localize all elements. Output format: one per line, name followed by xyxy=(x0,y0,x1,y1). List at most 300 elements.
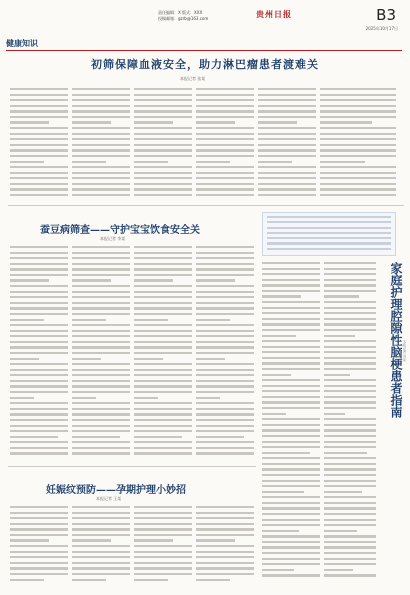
text-line xyxy=(320,144,396,146)
article3-column xyxy=(72,506,130,586)
text-line xyxy=(258,121,297,123)
text-line xyxy=(262,441,320,443)
text-line xyxy=(324,401,376,403)
text-line xyxy=(72,155,130,157)
text-line xyxy=(196,330,254,332)
text-line xyxy=(72,268,130,270)
text-line xyxy=(196,138,254,140)
text-line xyxy=(196,194,254,196)
text-line xyxy=(320,88,396,90)
text-line xyxy=(134,149,192,151)
text-line xyxy=(72,363,130,365)
text-line xyxy=(267,242,391,244)
text-line xyxy=(267,227,391,229)
text-line xyxy=(72,452,130,454)
text-line xyxy=(262,407,320,409)
text-line xyxy=(196,352,254,354)
text-line xyxy=(320,194,396,196)
article3-column xyxy=(196,506,254,586)
text-line xyxy=(134,307,192,309)
text-line xyxy=(196,551,254,553)
text-line xyxy=(134,436,182,438)
article3-column xyxy=(10,506,68,586)
text-line xyxy=(72,528,130,530)
text-line xyxy=(134,441,192,443)
text-line xyxy=(72,307,130,309)
text-line xyxy=(134,172,192,174)
text-line xyxy=(324,301,376,303)
text-line xyxy=(10,246,68,248)
text-line xyxy=(10,528,68,530)
text-line xyxy=(196,391,254,393)
text-line xyxy=(10,296,68,298)
text-line xyxy=(10,172,68,174)
text-line xyxy=(134,341,192,343)
text-line xyxy=(324,396,376,398)
text-line xyxy=(262,396,320,398)
text-line xyxy=(10,252,68,254)
text-line xyxy=(72,551,130,553)
text-line xyxy=(324,295,359,297)
text-line xyxy=(10,506,68,508)
text-line xyxy=(72,285,130,287)
article4-column xyxy=(324,262,376,584)
text-line xyxy=(10,408,68,410)
text-line xyxy=(262,329,320,331)
text-line xyxy=(324,357,376,359)
text-line xyxy=(324,463,376,465)
text-line xyxy=(196,397,220,399)
text-line xyxy=(134,324,192,326)
text-line xyxy=(134,397,158,399)
text-line xyxy=(196,274,254,276)
text-line xyxy=(134,188,192,190)
text-line xyxy=(262,546,320,548)
text-line xyxy=(324,569,353,571)
text-line xyxy=(10,385,68,387)
text-line xyxy=(324,457,376,459)
text-line xyxy=(262,569,294,571)
text-line xyxy=(134,194,192,196)
article2-column xyxy=(196,246,254,462)
text-line xyxy=(196,545,254,547)
text-line xyxy=(324,368,376,370)
text-line xyxy=(196,268,254,270)
text-line xyxy=(10,105,68,107)
text-line xyxy=(72,330,130,332)
text-line xyxy=(72,512,130,514)
article1-column xyxy=(258,88,316,200)
text-line xyxy=(320,99,396,101)
text-line xyxy=(10,512,68,514)
text-line xyxy=(262,279,320,281)
text-line xyxy=(10,441,68,443)
text-line xyxy=(262,351,320,353)
text-line xyxy=(134,363,192,365)
text-line xyxy=(262,513,320,515)
article2-title: 蚕豆病筛查——守护宝宝饮食安全关 xyxy=(40,225,200,236)
text-line xyxy=(320,177,396,179)
text-line xyxy=(196,144,254,146)
header-meta xyxy=(158,10,208,21)
text-line xyxy=(134,177,192,179)
text-line xyxy=(196,279,235,281)
text-line xyxy=(324,468,376,470)
text-line xyxy=(320,116,396,118)
text-line xyxy=(134,413,192,415)
text-line xyxy=(258,144,316,146)
text-line xyxy=(196,430,254,432)
text-line xyxy=(267,216,391,218)
text-line xyxy=(10,346,68,348)
text-line xyxy=(258,194,316,196)
text-line xyxy=(134,133,192,135)
text-line xyxy=(262,574,320,576)
text-line xyxy=(262,385,320,387)
article1-column xyxy=(10,88,68,200)
text-line xyxy=(134,512,192,514)
text-line xyxy=(72,358,101,360)
text-line xyxy=(10,94,68,96)
text-line xyxy=(72,556,130,558)
text-line xyxy=(134,408,192,410)
text-line xyxy=(324,474,376,476)
text-line xyxy=(134,335,192,337)
text-line xyxy=(324,312,376,314)
paper-logo: 贵州日报 xyxy=(256,9,292,19)
text-line xyxy=(324,374,350,376)
text-line xyxy=(258,149,316,151)
text-line xyxy=(324,385,376,387)
meta-line-2: 投稿邮箱：gzrb@163.com xyxy=(158,15,209,21)
text-line xyxy=(10,562,68,564)
text-line xyxy=(262,485,320,487)
text-line xyxy=(72,579,106,581)
text-line xyxy=(196,512,254,514)
text-line xyxy=(324,485,376,487)
text-line xyxy=(196,246,254,248)
text-line xyxy=(324,340,376,342)
text-line xyxy=(10,313,68,315)
text-line xyxy=(196,133,254,135)
text-line xyxy=(10,166,68,168)
text-line xyxy=(134,374,192,376)
text-line xyxy=(196,534,254,536)
text-line xyxy=(10,127,68,129)
text-line xyxy=(134,391,192,393)
text-line xyxy=(72,161,106,163)
text-line xyxy=(320,110,396,112)
text-line xyxy=(324,524,376,526)
text-line xyxy=(320,94,396,96)
text-line xyxy=(10,324,68,326)
text-line xyxy=(72,506,130,508)
text-line xyxy=(10,402,68,404)
text-line xyxy=(262,530,299,532)
text-line xyxy=(10,447,68,449)
text-line xyxy=(10,155,68,157)
text-line xyxy=(134,352,192,354)
text-line xyxy=(196,302,254,304)
text-line xyxy=(324,424,376,426)
text-line xyxy=(196,517,254,519)
text-line xyxy=(196,562,254,564)
text-line xyxy=(262,446,320,448)
text-line xyxy=(10,551,68,553)
text-line xyxy=(10,302,68,304)
text-line xyxy=(324,563,376,565)
text-line xyxy=(134,246,192,248)
text-line xyxy=(10,335,68,337)
text-line xyxy=(196,188,254,190)
text-line xyxy=(134,88,192,90)
text-line xyxy=(196,425,254,427)
text-line xyxy=(72,183,130,185)
issue-date: 2025年10月17日 xyxy=(365,26,398,31)
text-line xyxy=(134,138,192,140)
text-line xyxy=(10,279,49,281)
text-line xyxy=(10,319,44,321)
article2-byline: 本报记者 李某 xyxy=(100,236,126,241)
text-line xyxy=(324,446,376,448)
text-line xyxy=(72,177,130,179)
text-line xyxy=(196,341,254,343)
text-line xyxy=(258,166,316,168)
text-line xyxy=(262,424,320,426)
text-line xyxy=(258,99,316,101)
text-line xyxy=(134,268,192,270)
text-line xyxy=(134,430,192,432)
text-line xyxy=(134,279,173,281)
text-line xyxy=(134,545,192,547)
text-line xyxy=(324,507,376,509)
text-line xyxy=(196,374,254,376)
text-line xyxy=(72,172,130,174)
text-line xyxy=(258,177,316,179)
text-line xyxy=(196,263,254,265)
text-line xyxy=(320,127,396,129)
text-line xyxy=(258,155,316,157)
article2-column xyxy=(134,246,192,462)
text-line xyxy=(196,335,254,337)
text-line xyxy=(324,307,376,309)
text-line xyxy=(196,166,254,168)
text-line xyxy=(10,397,34,399)
text-line xyxy=(262,563,320,565)
article1-column xyxy=(320,88,396,200)
text-line xyxy=(258,161,292,163)
text-line xyxy=(196,573,254,575)
text-line xyxy=(72,539,111,541)
text-line xyxy=(10,330,68,332)
text-line xyxy=(72,313,130,315)
text-line xyxy=(134,313,192,315)
text-line xyxy=(72,419,130,421)
text-line xyxy=(72,341,130,343)
notice-text xyxy=(267,216,391,253)
text-line xyxy=(134,385,192,387)
text-line xyxy=(262,323,320,325)
text-line xyxy=(262,401,320,403)
text-line xyxy=(262,535,320,537)
text-line xyxy=(262,379,320,381)
text-line xyxy=(262,524,320,526)
text-line xyxy=(262,268,320,270)
text-line xyxy=(324,390,376,392)
text-line xyxy=(134,155,192,157)
text-line xyxy=(72,324,130,326)
text-line xyxy=(72,319,106,321)
text-line xyxy=(324,379,376,381)
text-line xyxy=(134,285,192,287)
text-line xyxy=(134,296,192,298)
text-line xyxy=(324,362,376,364)
text-line xyxy=(196,408,254,410)
text-line xyxy=(262,307,320,309)
text-line xyxy=(10,436,58,438)
text-line xyxy=(324,496,376,498)
text-line xyxy=(72,545,130,547)
meta-line-1: 责任编辑：X 版式：XXX xyxy=(158,10,203,15)
article1-byline: 本报记者 张某 xyxy=(180,76,206,81)
text-line xyxy=(262,318,320,320)
text-line xyxy=(10,352,68,354)
text-line xyxy=(196,528,254,530)
text-line xyxy=(196,385,254,387)
text-line xyxy=(134,252,192,254)
text-line xyxy=(72,335,130,337)
text-line xyxy=(72,94,130,96)
text-line xyxy=(262,273,320,275)
text-line xyxy=(72,352,130,354)
text-line xyxy=(134,402,192,404)
text-line xyxy=(196,447,254,449)
text-line xyxy=(196,252,254,254)
text-line xyxy=(72,380,130,382)
text-line xyxy=(320,188,396,190)
text-line xyxy=(72,194,130,196)
text-line xyxy=(262,340,320,342)
text-line xyxy=(262,262,320,264)
text-line xyxy=(10,149,68,151)
text-line xyxy=(258,116,316,118)
text-line xyxy=(262,463,320,465)
text-line xyxy=(262,362,320,364)
text-line xyxy=(72,517,130,519)
divider xyxy=(8,466,256,467)
text-line xyxy=(196,380,254,382)
text-line xyxy=(134,105,192,107)
text-line xyxy=(262,290,320,292)
text-line xyxy=(262,558,320,560)
text-line xyxy=(134,534,192,536)
text-line xyxy=(267,232,391,234)
text-line xyxy=(10,556,68,558)
article3-column xyxy=(134,506,192,586)
text-line xyxy=(324,351,376,353)
text-line xyxy=(262,491,304,493)
text-line xyxy=(10,413,68,415)
text-line xyxy=(196,177,254,179)
text-line xyxy=(134,346,192,348)
text-line xyxy=(72,121,111,123)
text-line xyxy=(196,296,254,298)
text-line xyxy=(72,567,130,569)
section-label: 健康知识 xyxy=(6,39,38,48)
text-line xyxy=(262,502,320,504)
text-line xyxy=(196,369,254,371)
text-line xyxy=(324,418,376,420)
text-line xyxy=(10,99,68,101)
text-line xyxy=(196,523,254,525)
text-line xyxy=(10,307,68,309)
text-line xyxy=(72,425,130,427)
text-line xyxy=(262,295,301,297)
text-line xyxy=(324,530,357,532)
text-line xyxy=(10,194,68,196)
text-line xyxy=(10,374,68,376)
text-line xyxy=(324,480,376,482)
article4-title: 家庭护理腔隙性脑梗患者指南 xyxy=(389,262,403,418)
text-line xyxy=(258,188,316,190)
text-line xyxy=(72,188,130,190)
text-line xyxy=(196,257,254,259)
article1-title: 初筛保障血液安全，助力淋巴瘤患者渡难关 xyxy=(91,58,319,71)
text-line xyxy=(267,221,391,223)
text-line xyxy=(134,94,192,96)
text-line xyxy=(324,268,376,270)
text-line xyxy=(134,302,192,304)
text-line xyxy=(196,99,254,101)
text-line xyxy=(196,579,230,581)
text-line xyxy=(134,330,192,332)
text-line xyxy=(10,291,68,293)
text-line xyxy=(134,291,192,293)
text-line xyxy=(196,149,254,151)
text-line xyxy=(196,105,254,107)
text-line xyxy=(262,418,320,420)
text-line xyxy=(324,435,376,437)
text-line xyxy=(324,290,376,292)
text-line xyxy=(324,273,376,275)
article1-column xyxy=(72,88,130,200)
text-line xyxy=(196,556,254,558)
text-line xyxy=(324,318,376,320)
text-line xyxy=(196,307,254,309)
text-line xyxy=(72,274,130,276)
text-line xyxy=(324,429,376,431)
text-line xyxy=(134,144,192,146)
text-line xyxy=(10,110,68,112)
text-line xyxy=(262,474,320,476)
text-line xyxy=(196,452,254,454)
text-line xyxy=(134,263,192,265)
text-line xyxy=(324,535,376,537)
text-line xyxy=(196,413,254,415)
article1-column xyxy=(196,88,254,200)
text-line xyxy=(134,452,192,454)
text-line xyxy=(196,127,254,129)
text-line xyxy=(134,319,168,321)
text-line xyxy=(72,413,130,415)
text-line xyxy=(262,452,310,454)
text-line xyxy=(324,452,367,454)
text-line xyxy=(10,133,68,135)
text-line xyxy=(134,506,192,508)
text-line xyxy=(134,161,168,163)
text-line xyxy=(72,402,130,404)
text-line xyxy=(72,279,111,281)
